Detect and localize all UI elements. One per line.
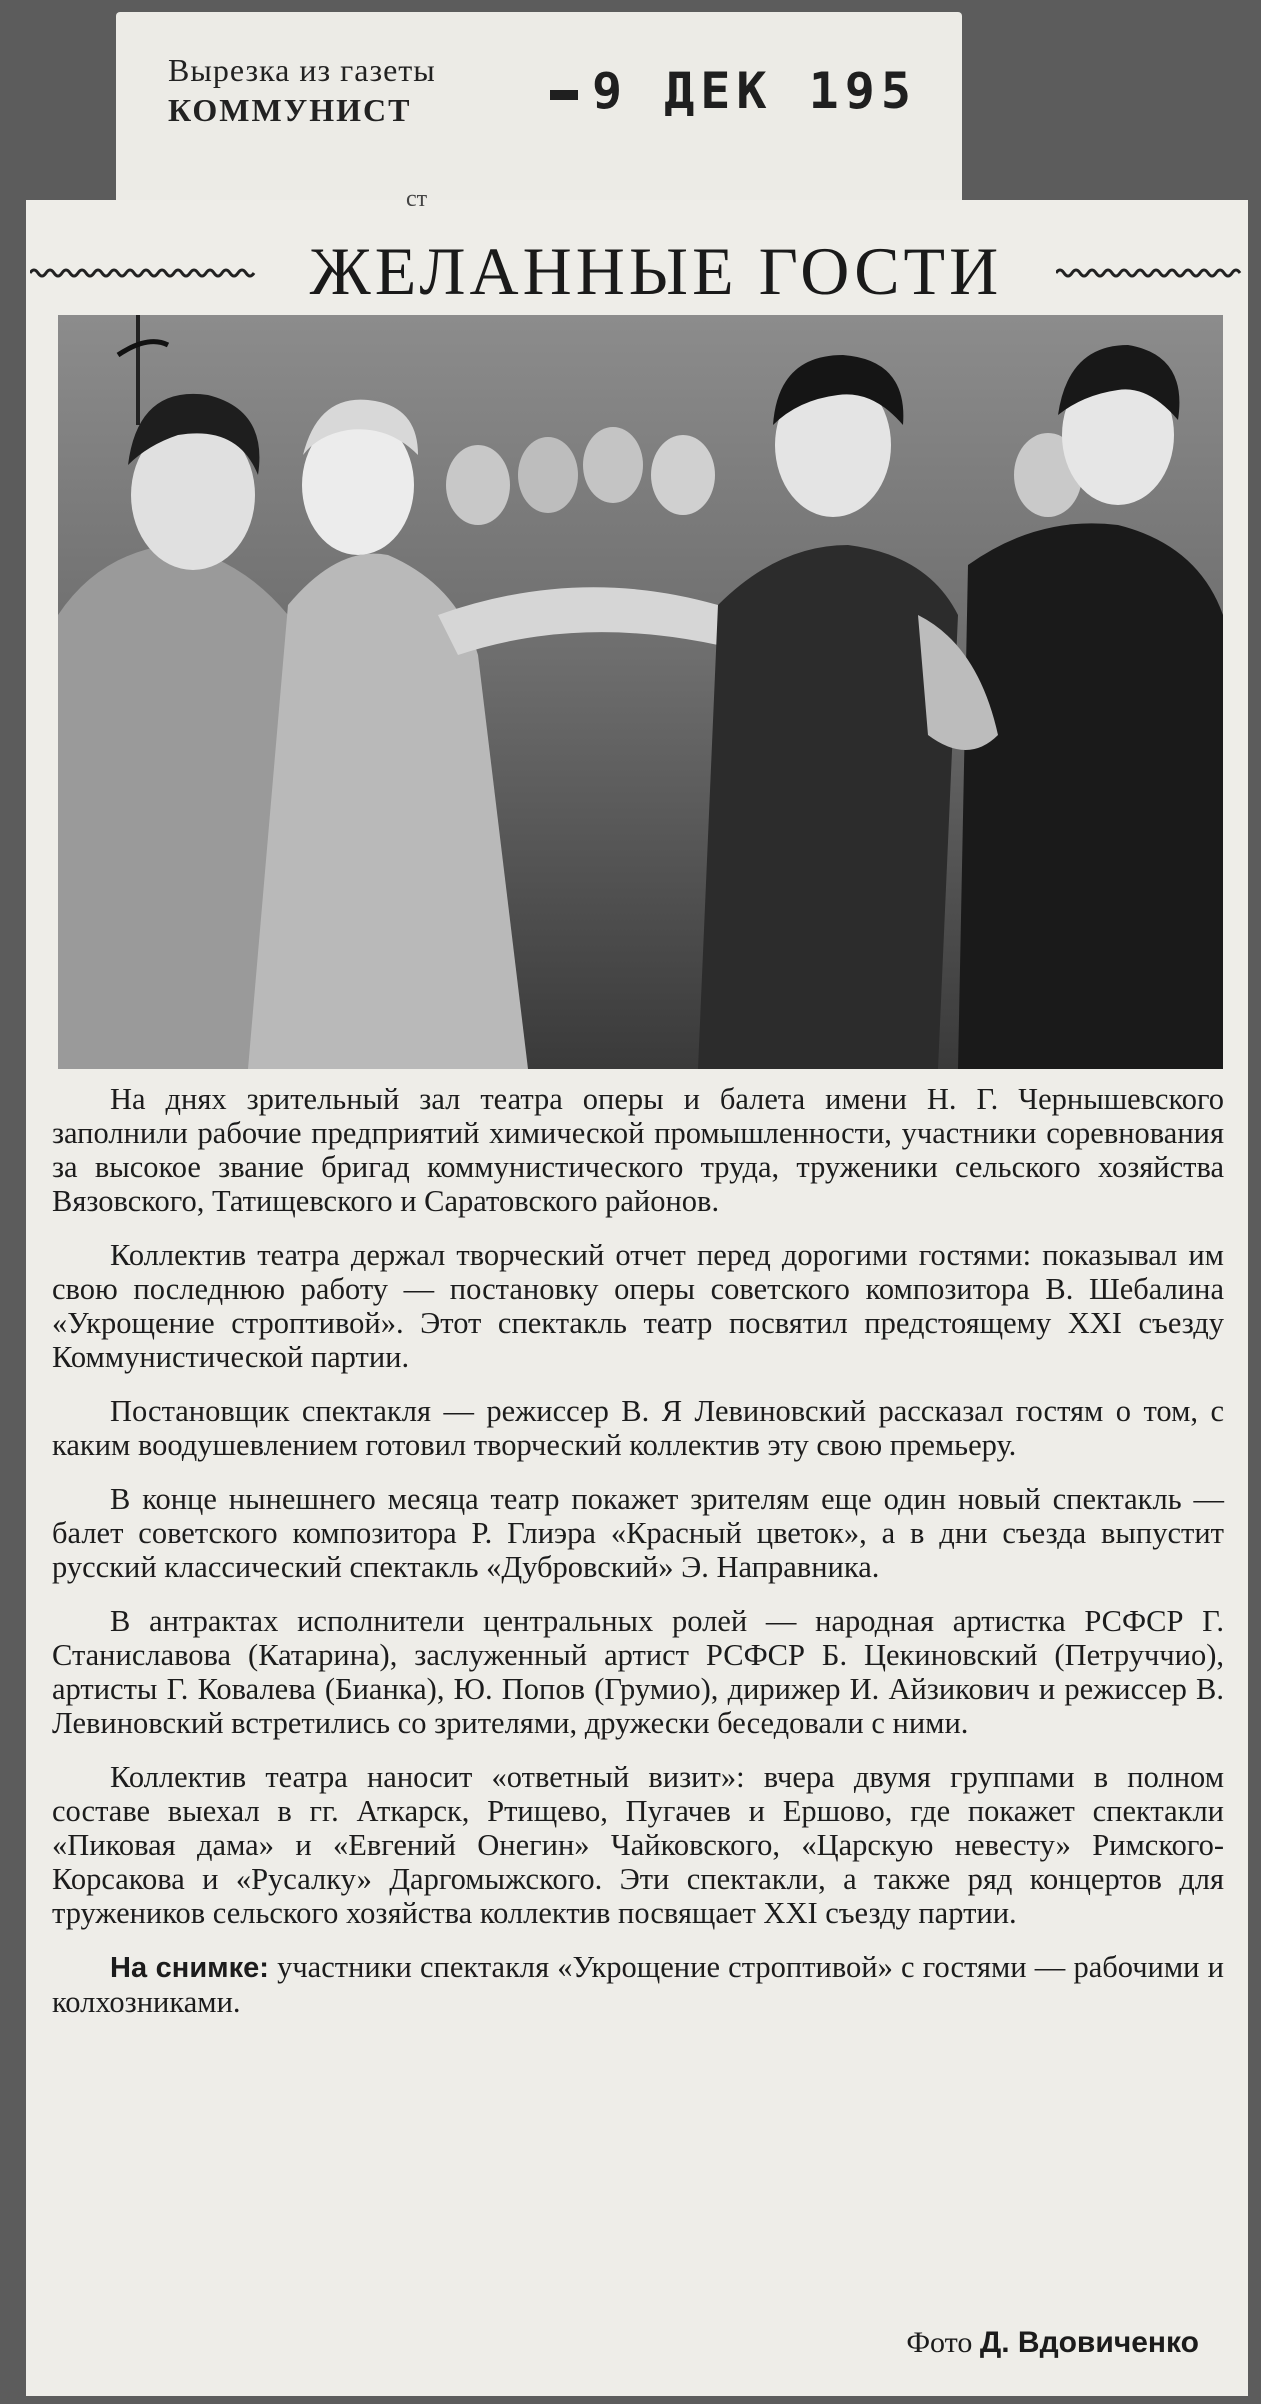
date-stamp — [550, 62, 917, 120]
date-stamp-text: 9 ДЕК 195 — [592, 62, 917, 120]
article-paragraph: На днях зрительный зал театра оперы и балета имени Н. Г. Чернышевского заполнили рабочие предприятий химической промышленности, участники соревнования за высокое звание бригад коммунистического труда, труженики сельского хозяйства Вязовского, Татищевского и Саратовского районов. — [52, 1082, 1224, 1218]
headline-row — [26, 226, 1248, 316]
clipping-source-label: Вырезка из газеты — [168, 52, 436, 88]
article-paragraph: Коллектив театра наносит «ответный визит»: вчера двумя группами в полном составе выехал в гг. Аткарск, Ртищево, Пугачев и Ершово, где покажет спектакли «Пиковая дама» и «Евгений Онегин» Чайковского, «Царскую невесту» Римского-Корсакова и «Русалку» Даргомыжского. Эти спектакли, а также ряд концертов для тружеников сельского хозяйства коллектив посвящает XXI съезду партии. — [52, 1760, 1224, 1930]
credit-prefix: Фото — [906, 2326, 980, 2359]
right-wavy-rule — [1056, 266, 1242, 280]
article-paragraph: В антрактах исполнители центральных ролей — народная артистка РСФСР Г. Станиславова (Катарина), заслуженный артист РСФСР Б. Цекиновский (Петруччио), артисты Г. Ковалева (Бианка), Ю. Попов (Грумио), дирижер И. Айзикович и режиссер В. Левиновский встретились со зрителями, дружески беседовали с ними. — [52, 1604, 1224, 1740]
caption-text: участники спектакля «Укрощение строптивой» с гостями — рабочими и колхозниками. — [52, 1950, 1224, 2019]
caption-label: На снимке: — [110, 1952, 269, 1984]
photo-illustration — [58, 315, 1223, 1069]
stray-text: ст — [406, 186, 428, 212]
photo-caption — [52, 1950, 1224, 2019]
article-paragraph: В конце нынешнего месяца театр покажет зрителям еще один новый спектакль — балет советского композитора Р. Глиэра «Красный цветок», а в дни съезда выпустит русский классический спектакль «Дубровский» Э. Направника. — [52, 1482, 1224, 1584]
photo-credit — [906, 2326, 1199, 2360]
article-paragraph: Коллектив театра держал творческий отчет перед дорогими гостями: показывал им свою последнюю работу — постановку оперы советского композитора В. Шебалина «Укрощение строптивой». Этот спектакль театр посвятил предстоящему XXI съезду Коммунистической партии. — [52, 1238, 1224, 1374]
newspaper-name: КОММУНИСТ — [168, 92, 412, 128]
article-headline: ЖЕЛАННЫЕ ГОСТИ — [309, 233, 1003, 309]
article-photo — [58, 315, 1223, 1069]
article-paragraph: Постановщик спектакля — режиссер В. Я Левиновский рассказал гостям о том, с каким воодушевлением готовил творческий коллектив эту свою премьеру. — [52, 1394, 1224, 1462]
article-body — [52, 1082, 1224, 2039]
credit-name: Д. Вдовиченко — [979, 2326, 1199, 2359]
left-wavy-rule — [30, 266, 256, 280]
